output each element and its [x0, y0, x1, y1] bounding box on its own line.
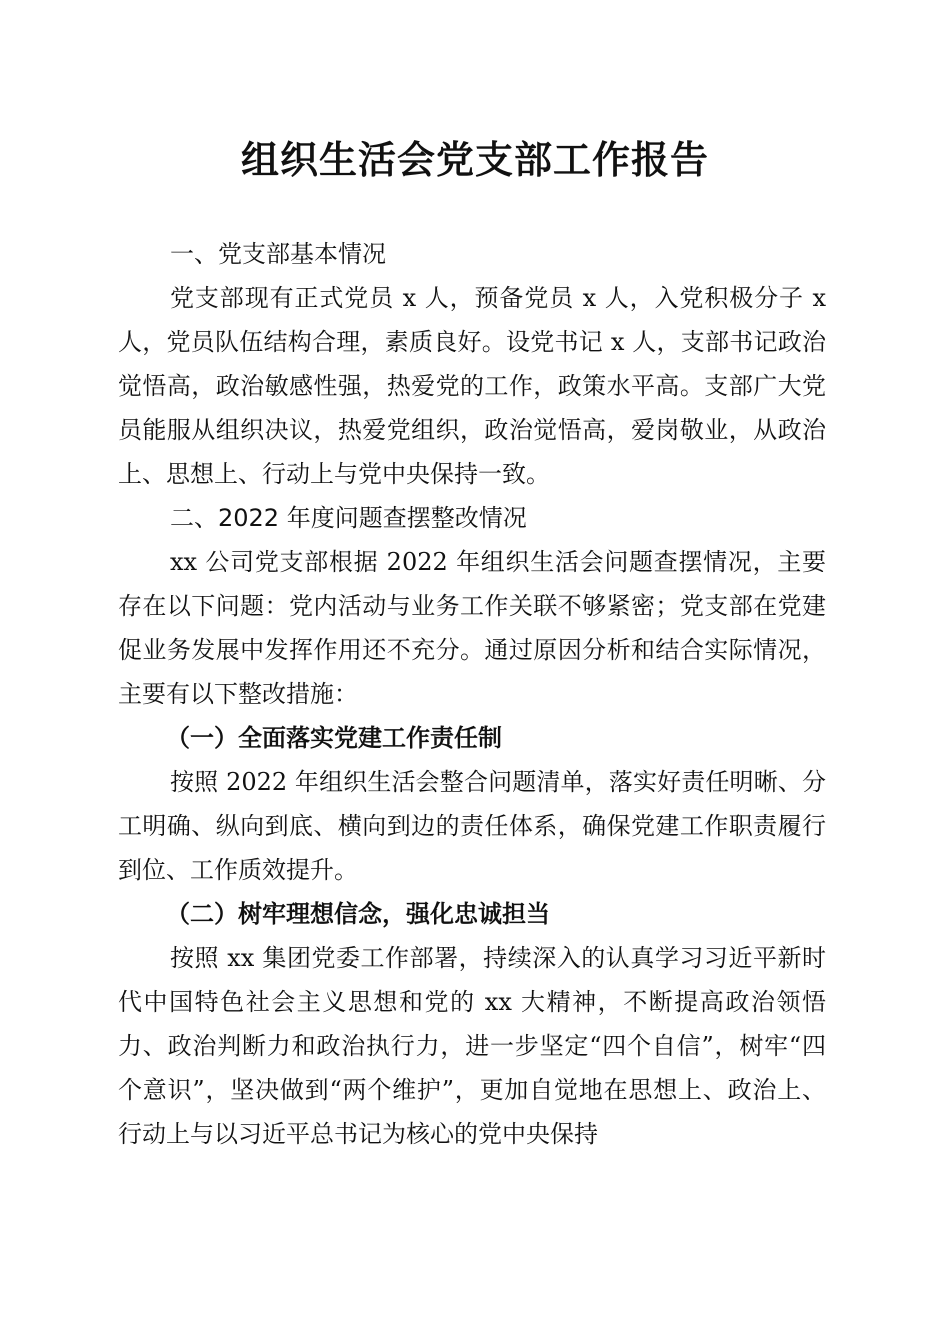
subsection-paragraph-ideals: 按照 xx 集团党委工作部署，持续深入的认真学习习近平新时代中国特色社会主义思想和党的 xx 大精神，不断提高政治领悟力、政治判断力和政治执行力，进一步坚定“四个自信”，树牢“四个意识”，坚决做到“两个维护”，更加自觉地在思想上、政治上、行动上与以习近平总书记为核心的党中央保持 [118, 944, 826, 1148]
document-body [118, 232, 826, 1156]
subsection-heading-ideals: （二）树牢理想信念，强化忠诚担当 [166, 899, 550, 928]
section-heading-rectification: 二、2022 年度问题查摆整改情况 [170, 504, 527, 532]
section-heading-basic-info: 一、党支部基本情况 [170, 240, 386, 268]
section-paragraph-basic-info: 党支部现有正式党员 x 人，预备党员 x 人，入党积极分子 x 人，党员队伍结构合理，素质良好。设党书记 x 人，支部书记政治觉悟高，政治敏感性强，热爱党的工作，政策水平高。支部广大党员能服从组织决议，热爱党组织，政治觉悟高，爱岗敬业，从政治上、思想上、行动上与党中央保持一致。 [118, 284, 826, 488]
document-title: 组织生活会党支部工作报告 [240, 137, 709, 182]
subsection-heading-responsibility: （一）全面落实党建工作责任制 [166, 723, 502, 752]
section-paragraph-rectification: xx 公司党支部根据 2022 年组织生活会问题查摆情况，主要存在以下问题：党内活动与业务工作关联不够紧密；党支部在党建促业务发展中发挥作用还不充分。通过原因分析和结合实际情况，主要有以下整改措施： [118, 548, 826, 708]
subsection-paragraph-responsibility: 按照 2022 年组织生活会整合问题清单，落实好责任明晰、分工明确、纵向到底、横向到边的责任体系，确保党建工作职责履行到位、工作质效提升。 [118, 768, 826, 884]
